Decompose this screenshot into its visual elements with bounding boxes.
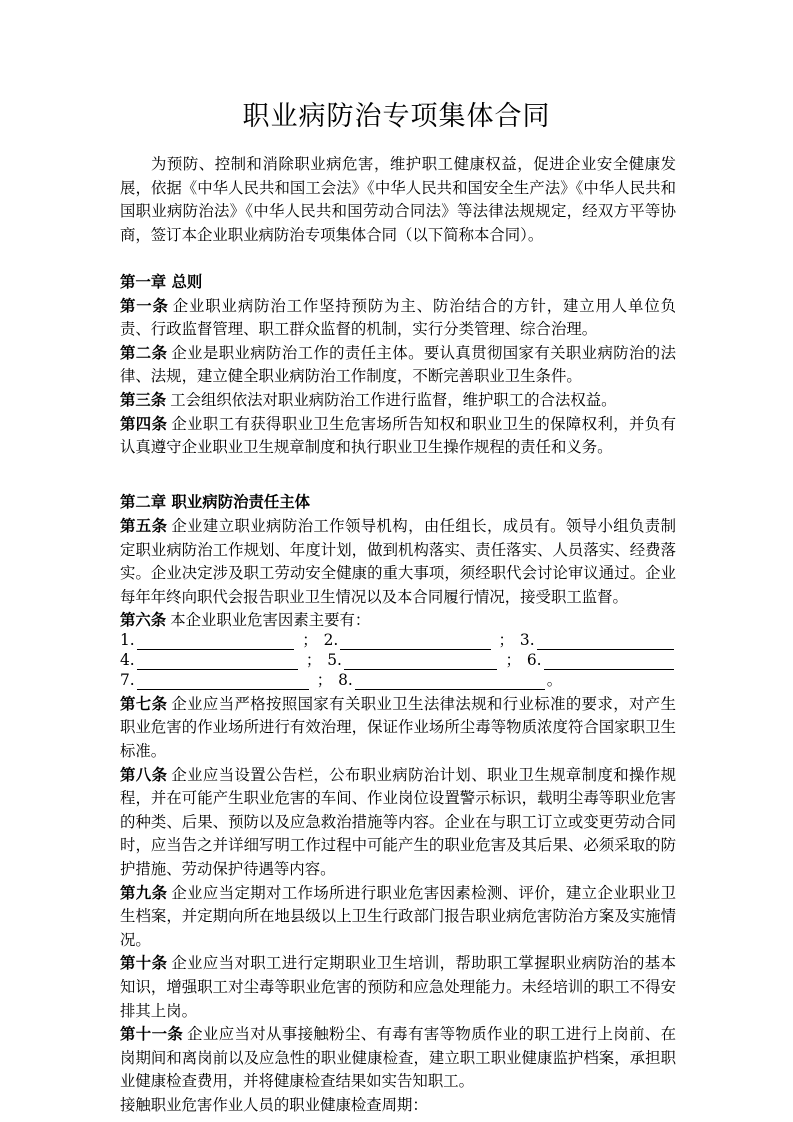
separator: ；	[316, 671, 333, 690]
article-text: 企业应当对职工进行定期职业卫生培训，帮助职工掌握职业病防治的基本知识，增强职工对尘毒等职业危害的预防和应急处理能力。未经培训的职工不得安排其上岗。	[120, 954, 676, 1020]
hazard-blank-5[interactable]	[344, 654, 497, 670]
hazard-blank-3[interactable]	[537, 634, 674, 650]
blank-number: 2.	[323, 631, 339, 650]
hazard-blank-8[interactable]	[355, 674, 545, 690]
article-7	[120, 693, 676, 764]
blank-number: 4.	[120, 651, 135, 670]
closing-line: 接触职业危害作业人员的职业健康检查周期：	[120, 1095, 428, 1114]
hazard-blank-1[interactable]	[137, 634, 295, 650]
article-5	[120, 515, 676, 609]
hazard-blanks-row-1	[120, 633, 676, 653]
article-label: 第六条	[120, 611, 167, 630]
article-6	[120, 609, 676, 633]
document-title: 职业病防治专项集体合同	[242, 101, 551, 132]
article-text: 企业职工有获得职业卫生危害场所告知权和职业卫生的保障权利，并负有认真遵守企业职业卫生规章制度和执行职业卫生操作规程的责任和义务。	[120, 414, 676, 457]
article-label: 第七条	[120, 694, 168, 713]
blank-number: 7.	[120, 671, 135, 690]
article-text: 企业建立职业病防治工作领导机构，由任组长，成员有。领导小组负责制定职业病防治工作规划、年度计划，做到机构落实、责任落实、人员落实、经费落实。企业决定涉及职工劳动安全健康的重大事项，须经职代会讨论审议通过。企业每年年终向职代会报告职业卫生情况以及本合同履行情况，接受职工监督。	[120, 516, 676, 606]
intro-paragraph: 为预防、控制和消除职业病危害，维护职工健康权益，促进企业安全健康发展，依据《中华人民共和国工会法》《中华人民共和国安全生产法》《中华人民共和国职业病防治法》《中华人民共和国劳动合同法》等法律法规规定，经双方平等协商，签订本企业职业病防治专项集体合同（以下简称本合同）。	[120, 155, 676, 244]
blank-number: 1.	[120, 631, 135, 650]
article-label: 第八条	[120, 765, 168, 784]
article-text: 企业是职业病防治工作的责任主体。要认真贯彻国家有关职业病防治的法律、法规，建立健全职业病防治工作制度，不断完善职业卫生条件。	[120, 343, 676, 386]
hazard-blanks-row-3	[120, 673, 676, 693]
article-3	[120, 389, 676, 413]
separator: ；	[505, 651, 521, 670]
blank-number: 3.	[519, 631, 535, 650]
article-text: 工会组织依法对职业病防治工作进行监督，维护职工的合法权益。	[170, 390, 617, 409]
hazard-blanks-row-2	[120, 653, 676, 673]
article-label: 第九条	[120, 883, 168, 902]
hazard-blank-6[interactable]	[544, 654, 674, 670]
article-text: 企业应当对从事接触粉尘、有毒有害等物质作业的职工进行上岗前、在岗期间和离岗前以及应急性的职业健康检查，建立职工职业健康监护档案，承担职业健康检查费用，并将健康检查结果如实告知职工。	[120, 1025, 676, 1091]
article-label: 第三条	[120, 390, 167, 409]
article-label: 第十一条	[120, 1025, 184, 1044]
spacer	[120, 247, 676, 271]
article-8	[120, 764, 676, 882]
document-body	[120, 153, 676, 1118]
article-text: 企业职业病防治工作坚持预防为主、防治结合的方针，建立用人单位负责、行政监督管理、职工群众监督的机制，实行分类管理、综合治理。	[120, 296, 676, 339]
article-text: 企业应当定期对工作场所进行职业危害因素检测、评价，建立企业职业卫生档案，并定期向所在地县级以上卫生行政部门报告职业病危害防治方案及实施情况。	[120, 883, 676, 949]
blank-number: 8.	[338, 671, 353, 690]
blank-number: 5.	[327, 651, 342, 670]
article-label: 第十条	[120, 954, 168, 973]
spacer	[120, 460, 676, 484]
spacer	[120, 483, 676, 491]
article-4	[120, 413, 676, 460]
chapter-2-heading: 第二章 职业病防治责任主体	[120, 493, 311, 512]
article-2	[120, 342, 676, 389]
separator: ；	[498, 631, 514, 650]
separator: ；	[302, 631, 318, 650]
article-text: 企业应当严格按照国家有关职业卫生法律法规和行业标准的要求，对产生职业危害的作业场所进行有效治理，保证作业场所尘毒等物质浓度符合国家职卫生标准。	[120, 694, 676, 761]
article-9	[120, 882, 676, 953]
article-1	[120, 295, 676, 342]
article-text: 企业应当设置公告栏，公布职业病防治计划、职业卫生规章制度和操作规程，并在可能产生职业危害的车间、作业岗位设置警示标识，载明尘毒等职业危害的种类、后果、预防以及应急救治措施等内容。企业在与职工订立或变更劳动合同时，应当告之并详细写明工作过程中可能产生的职业危害及其后果、必须采取的防护措施、劳动保护待遇等内容。	[120, 765, 676, 879]
blank-number: 6.	[526, 651, 542, 670]
hazard-blank-2[interactable]	[340, 634, 490, 650]
hazard-blank-4[interactable]	[137, 654, 298, 670]
article-label: 第一条	[120, 296, 169, 315]
article-text: 本企业职业危害因素主要有：	[170, 611, 371, 630]
article-label: 第四条	[120, 414, 168, 433]
article-10	[120, 952, 676, 1023]
chapter-1-heading: 第一章 总则	[120, 272, 203, 291]
article-11	[120, 1023, 676, 1094]
article-label: 第五条	[120, 516, 168, 535]
separator: ；	[305, 651, 322, 670]
hazard-blank-7[interactable]	[137, 674, 309, 690]
article-label: 第二条	[120, 343, 168, 362]
end-mark: 。	[546, 671, 563, 690]
